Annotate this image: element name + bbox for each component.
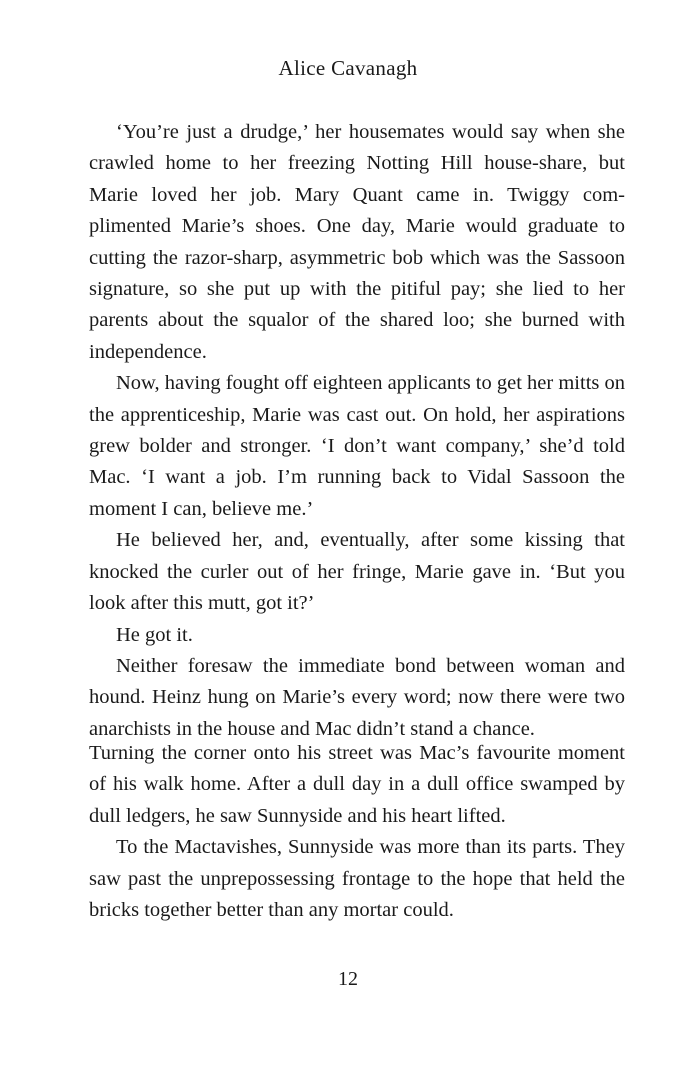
text-section-1 bbox=[89, 117, 625, 745]
text-section-2 bbox=[89, 738, 625, 926]
paragraph: Now, having fought off eighteen applicants to get her mitts on the apprenticeship, Marie was cast out. On hold, her aspirations grew bolder and stronger. ‘I don’t want company,’ she’d told Mac. ‘I want a job. I’m running back to Vidal Sassoon the moment I can, believe me.’ bbox=[89, 372, 625, 520]
page-number: 12 bbox=[338, 968, 358, 990]
paragraph: He believed her, and, eventually, after some kissing that knocked the curler out of her fringe, Marie gave in. ‘But you look after this mutt, got it?’ bbox=[89, 529, 625, 615]
paragraph: ‘You’re just a drudge,’ her housemates would say when she crawled home to her freezing Notting Hill house-share, but Marie loved her job. Mary Quant came in. Twiggy complimented Marie’s shoes. One day, Marie would graduate to cutting the razor-sharp, asymmetric bob which was the Sassoon signature, so she put up with the pitiful pay; she lied to her parents about the squalor of the shared loo; she burned with independence. bbox=[89, 121, 625, 363]
paragraph: Neither foresaw the immediate bond between woman and hound. Heinz hung on Marie’s every word; now there were two anarchists in the house and Mac didn’t stand a chance. bbox=[89, 654, 625, 740]
running-head: Alice Cavanagh bbox=[278, 56, 418, 80]
paragraph: To the Mactavishes, Sunnyside was more than its parts. They saw past the unprepossessing frontage to the hope that held the bricks together better than any mortar could. bbox=[89, 836, 625, 922]
paragraph: Turning the corner onto his street was Mac’s favourite moment of his walk home. After a dull day in a dull office swamped by dull ledgers, he saw Sunnyside and his heart lifted. bbox=[89, 742, 625, 827]
paragraph: He got it. bbox=[116, 623, 193, 646]
